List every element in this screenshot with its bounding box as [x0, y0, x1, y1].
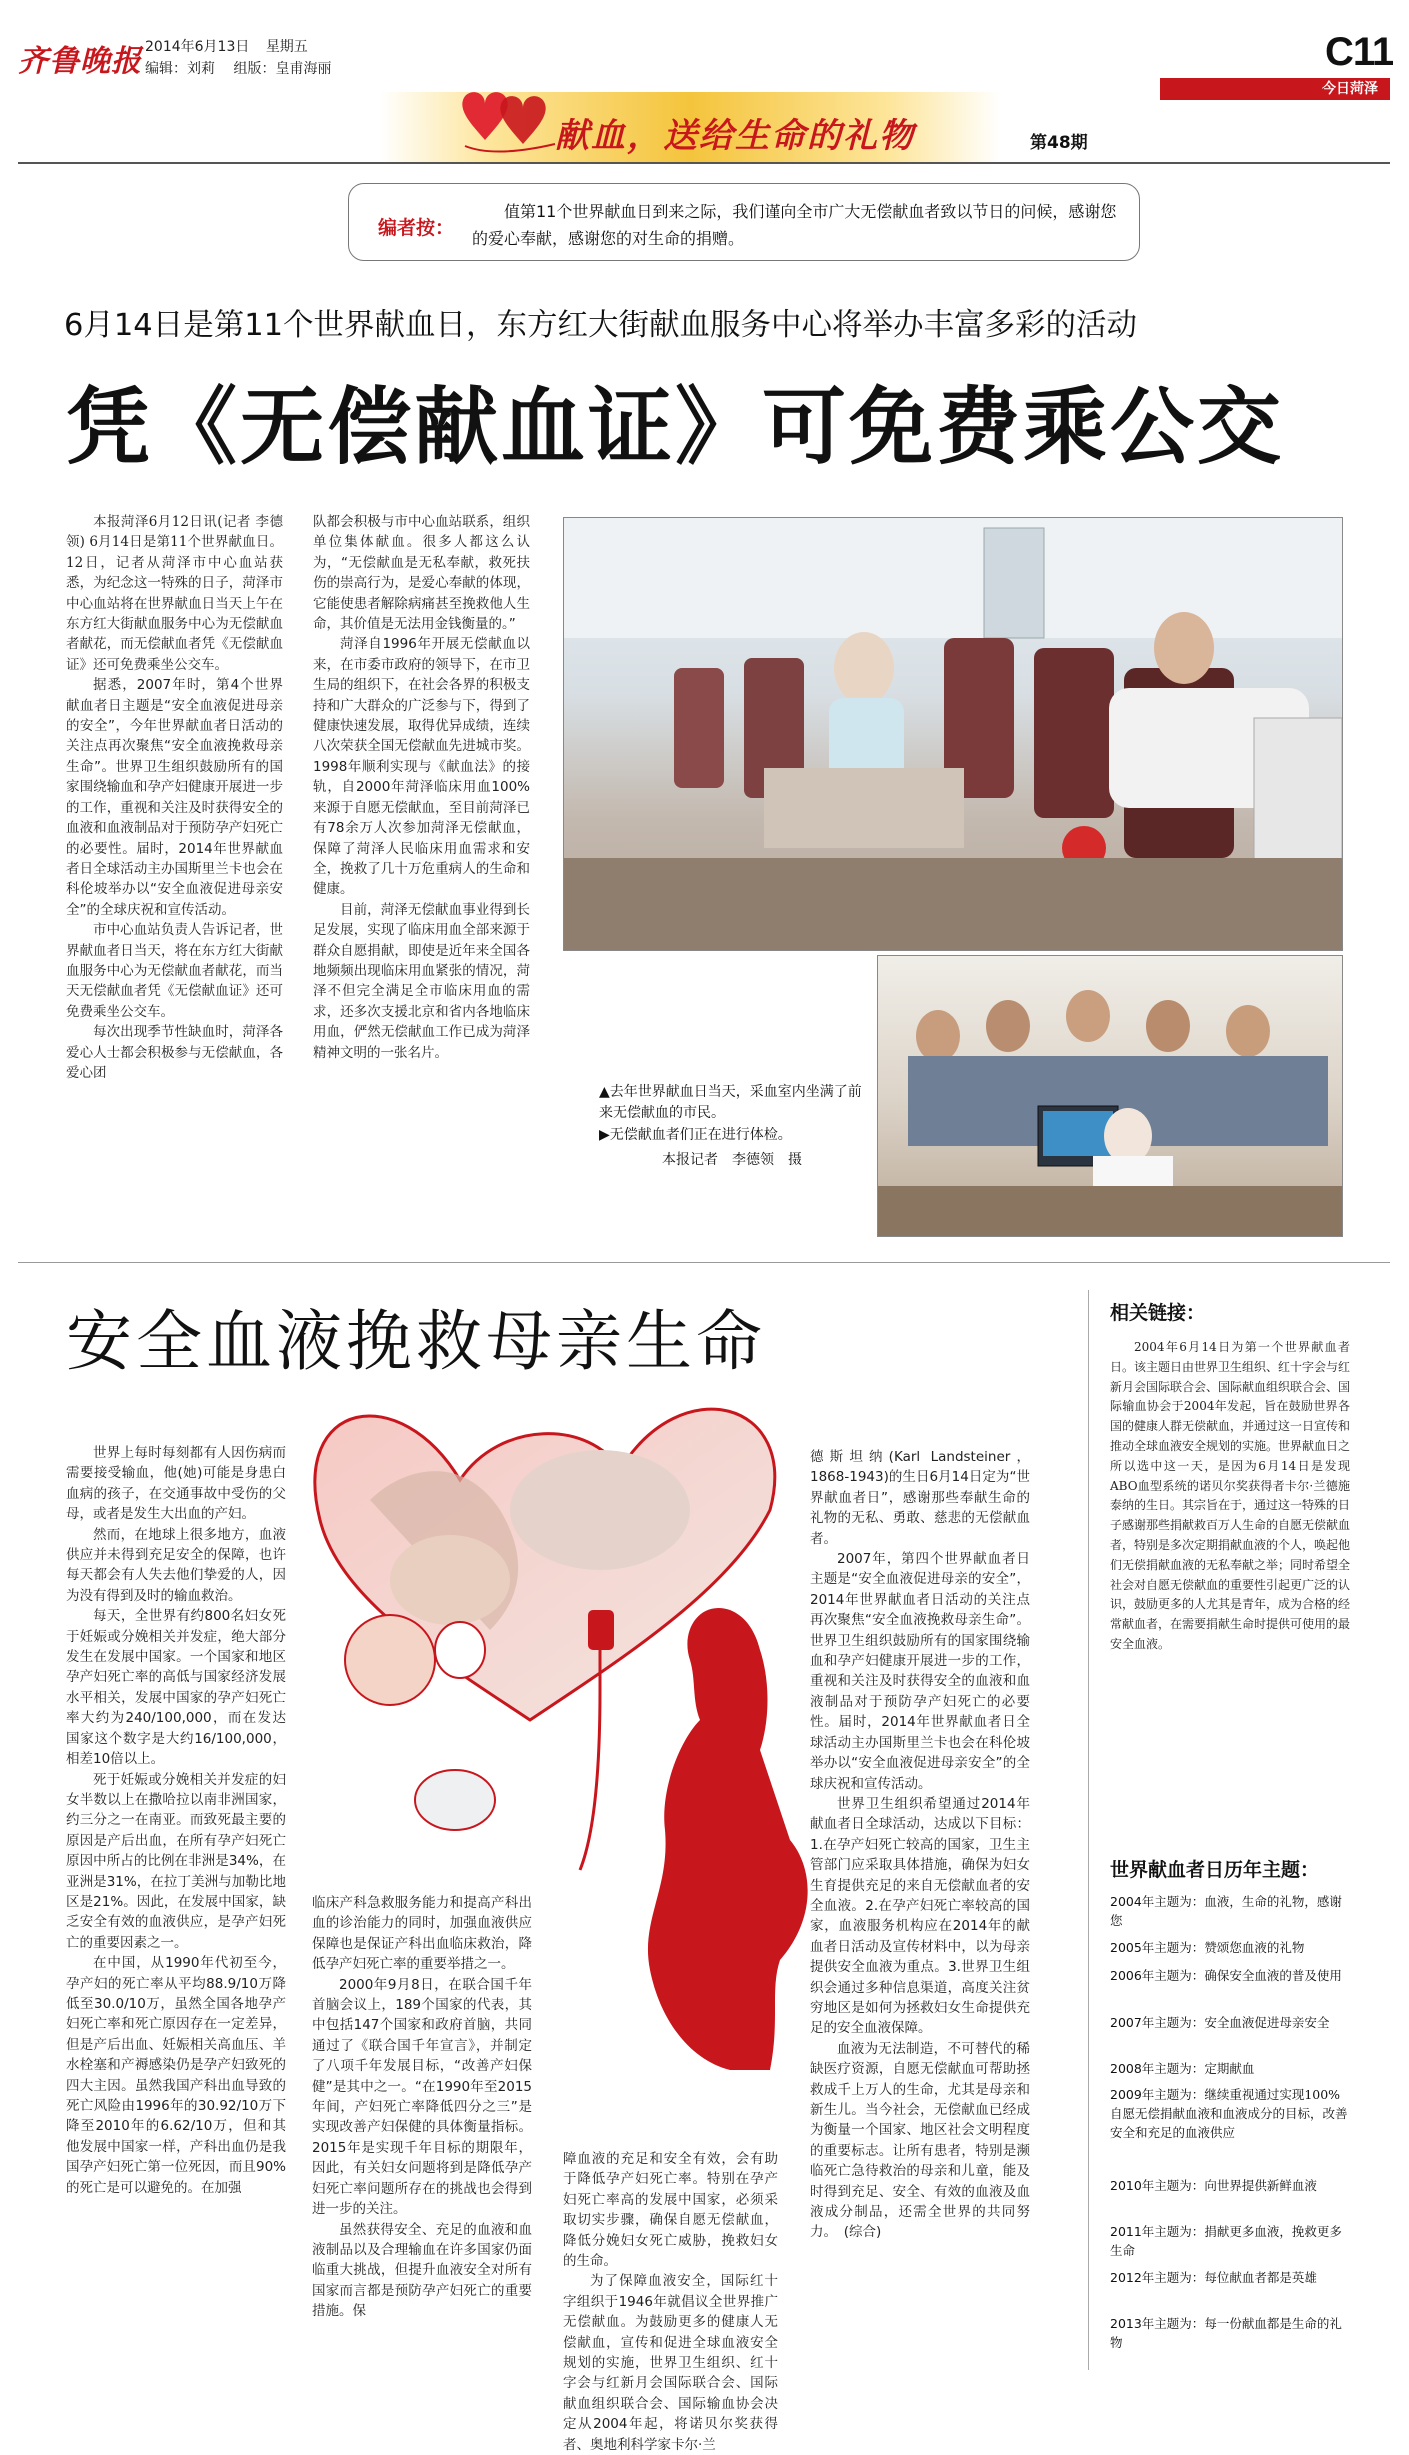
theme-year: 2006年主题为： — [1110, 1968, 1205, 1983]
article2-paragraph: 2007年，第四个世界献血者日主题是“安全血液促进母亲的安全”，2014年世界献血者日活动的关注点再次聚焦“安全血液挽救母亲生命”。世界卫生组织鼓励所有的国家围绕输血和孕产妇健康开展进一步的工作，重视和关注及时获得安全的血液和血液制品对于预防孕产妇死亡的必要性。届时，2014年世界献血者日全球活动主办国斯里兰卡也会在科伦坡举办以“安全血液促进母亲安全”的全球庆祝和宣传活动。 — [810, 1551, 1030, 1792]
layout-editor: 组版：皇甫海丽 — [233, 61, 332, 77]
editor: 编辑：刘莉 — [145, 61, 215, 77]
theme-item — [1110, 1938, 1350, 1957]
article1-paragraph: 队都会积极与市中心血站联系，组织单位集体献血。很多人都这么认为，“无偿献血是无私奉献，救死扶伤的崇高行为，是爱心奉献的体现，它能使患者解除病痛甚至挽救他人生命，其价值是无法用金钱衡量的。” — [313, 514, 530, 633]
theme-item — [1110, 1892, 1350, 1930]
article2-paragraph: 为了保障血液安全，国际红十字组织于1946年就倡议全世界推广无偿献血。为鼓励更多的健康人无偿献血，宣传和促进全球血液安全规划的实施，世界卫生组织、红十字会与红新月会国际联合会、国际献血组织联合会、国际输血协会决定从2004年起，将诺贝尔奖获得者、奥地利科学家卡尔·兰 — [563, 2273, 778, 2453]
themes-title: 世界献血者日历年主题： — [1110, 1859, 1320, 1881]
photo-donation-room — [563, 517, 1343, 951]
article2-paragraph: 障血液的充足和安全有效，会有助于降低孕产妇死亡率。特别在孕产妇死亡率高的发展中国家，必须采取切实步骤，确保自愿无偿献血，降低分娩妇女死亡威胁，挽救妇女的生命。 — [563, 2151, 778, 2270]
theme-item — [1110, 1966, 1350, 1985]
theme-text: 每位献血者都是英雄 — [1204, 2270, 1317, 2285]
heart-icon — [455, 86, 565, 166]
article2-paragraph: 2000年9月8日，在联合国千年首脑会议上，189个国家的代表，其中包括147个国家和政府首脑，共同通过了《联合国千年宣言》，并制定了八项千年发展目标，“改善产妇保健”是其中之一。“在1990年至2015年间，产妇死亡率降低四分之三”是实现改善产妇保健的具体衡量指标。2015年是实现千年目标的期限年，因此，有关妇女问题将到是降低孕产妇死亡率问题所存在的挑战也会得到进一步的关注。 — [312, 1976, 532, 2218]
theme-text: 捐献更多血液，挽救更多生命 — [1110, 2224, 1342, 2258]
theme-text: 每一份献血都是生命的礼物 — [1110, 2316, 1342, 2350]
article2-headline: 安全血液挽救母亲生命 — [66, 1303, 766, 1380]
article1-paragraph: 菏泽自1996年开展无偿献血以来，在市委市政府的领导下，在市卫生局的组织下，在社会各界的积极支持和广大群众的广泛参与下，得到了健康快速发展，取得优异成绩，连续八次荣获全国无偿献血先进城市奖。1998年顺利实现与《献血法》的接轨，自2000年菏泽临床用血100%来源于自愿无偿献血，至目前菏泽已有78余万人次参加菏泽无偿献血，保障了菏泽人民临床用血需求和安全，挽救了几十万危重病人的生命和健康。 — [313, 636, 530, 898]
issue-date — [145, 36, 308, 56]
theme-year: 2008年主题为： — [1110, 2061, 1205, 2076]
theme-year: 2007年主题为： — [1110, 2015, 1205, 2030]
theme-year: 2013年主题为： — [1110, 2316, 1205, 2331]
theme-text: 安全血液促进母亲安全 — [1204, 2015, 1330, 2030]
date: 2014年6月13日 — [145, 39, 250, 55]
related-links-text: 2004年6月14日为第一个世界献血者日。该主题日由世界卫生组织、红十字会与红新月会国际联合会、国际献血组织联合会、国际输血协会于2004年发起，旨在鼓励世界各国的健康人群无偿献血，并通过这一日宣传和推动全球血液安全规划的实施。世界献血日之所以选中这一天，是因为6月14日是发现ABO血型系统的诺贝尔奖获得者卡尔·兰德施泰纳的生日。其宗旨在于，通过这一特殊的日子感谢那些捐献救百万人生命的自愿无偿献血者，特别是多次定期捐献血液的个人，唤起他们无偿捐献血液的无私奉献之举；同时希望全社会对自愿无偿献血的重要性引起更广泛的认识，鼓励更多的人尤其是青年，成为合格的经常献血者，在需要捐献生命时提供可使用的最安全血液。 — [1110, 1340, 1351, 1651]
photo-credit: 本报记者 李德领 摄 — [662, 1152, 802, 1168]
theme-text: 确保安全血液的普及使用 — [1204, 1968, 1342, 1983]
theme-item — [1110, 2222, 1350, 2260]
article2-paragraph: 在中国，从1990年代初至今，孕产妇的死亡率从平均88.9/10万降低至30.0/10万，虽然全国各地孕产妇死亡率和死亡原因存在一定差异，但是产后出血、妊娠相关高血压、羊水栓塞和产褥感染仍是孕产妇致死的四大主因。虽然我国产科出血导致的死亡风险由1996年的30.92/10万下降至2010年的6.62/10万，但和其他发展中国家一样，产科出血仍是我国孕产妇死亡第一位死因，而且90%的死亡是可以避免的。在加强 — [66, 1955, 286, 2196]
edition-label: 今日菏泽 — [1322, 81, 1378, 97]
column-rule — [1088, 1290, 1089, 2370]
article1-column-1 — [66, 512, 283, 1083]
theme-item — [1110, 2013, 1350, 2032]
section-divider — [18, 1262, 1390, 1263]
article2-column-2 — [312, 1893, 532, 2322]
donation-room-illustration — [564, 518, 1342, 950]
issue-number: 第48期 — [1030, 133, 1088, 153]
article2-column-4 — [810, 1447, 1030, 2243]
article1-headline: 凭《无偿献血证》可免费乘公交 — [66, 378, 1285, 476]
banner-title: 献血，送给生命的礼物 — [555, 116, 915, 156]
health-check-illustration — [878, 956, 1342, 1236]
page-code: C11 — [1325, 30, 1394, 74]
theme-text: 继续重视通过实现100%自愿无偿捐献血液和血液成分的目标，改善安全和充足的血液供应 — [1110, 2087, 1348, 2140]
theme-item — [1110, 2314, 1350, 2352]
photo-caption-1: ▲去年世界献血日当天，采血室内坐满了前来无偿献血的市民。 — [599, 1084, 862, 1121]
pregnant-woman-silhouette — [620, 1590, 820, 2080]
paper-logo: 齐鲁晚报 — [18, 44, 142, 79]
theme-year: 2012年主题为： — [1110, 2270, 1205, 2285]
article1-paragraph: 每次出现季节性缺血时，菏泽各爱心人士都会积极参与无偿献血，各爱心团 — [66, 1024, 283, 1081]
theme-text: 定期献血 — [1204, 2061, 1255, 2076]
theme-text: 向世界提供新鲜血液 — [1204, 2178, 1317, 2193]
related-links-title: 相关链接： — [1110, 1302, 1206, 1324]
article1-paragraph: 市中心血站负责人告诉记者，世界献血者日当天，将在东方红大街献血服务中心为无偿献血者献花，而当天无偿献血者凭《无偿献血证》还可免费乘坐公交车。 — [66, 922, 283, 1020]
theme-year: 2011年主题为： — [1110, 2224, 1205, 2239]
theme-item — [1110, 2176, 1350, 2195]
article2-column-3 — [563, 2149, 778, 2455]
article2-paragraph: 血液为无法制造，不可替代的稀缺医疗资源，自愿无偿献血可帮助拯救成千上万人的生命，尤其是母亲和新生儿。当今社会，无偿献血已经成为衡量一个国家、地区社会文明程度的重要标志。让所有患者，特别是濒临死亡急待救治的母亲和儿童，能及时得到充足、安全、有效的血液及血液成分制品，还需全世界的共同努力。 (综合) — [810, 2040, 1030, 2241]
theme-item — [1110, 2059, 1350, 2078]
article2-column-1 — [66, 1443, 286, 2198]
photo-health-check — [877, 955, 1343, 1237]
masthead-divider — [18, 162, 1390, 164]
article1-paragraph: 目前，菏泽无偿献血事业得到长足发展，实现了临床用血全部来源于群众自愿捐献，即使是近年来全国各地频频出现临床用血紧张的情况，菏泽不但完全满足全市临床用血的需求，还多次支援北京和省内各地临床用血，俨然无偿献血工作已成为菏泽精神文明的一张名片。 — [313, 901, 530, 1061]
article2-paragraph: 然而，在地球上很多地方，血液供应并未得到充足安全的保障，也许每天都会有人失去他们挚爱的人，因为没有得到及时的输血救治。 — [66, 1526, 286, 1604]
theme-year: 2005年主题为： — [1110, 1940, 1205, 1955]
article1-kicker: 6月14日是第11个世界献血日，东方红大街献血服务中心将举办丰富多彩的活动 — [64, 308, 1138, 343]
article2-paragraph: 每天，全世界有约800名妇女死于妊娠或分娩相关并发症，绝大部分发生在发展中国家。一个国家和地区孕产妇死亡率的高低与国家经济发展水平相关，发展中国家的孕产妇死亡率大约为240/100,000，而在发达国家这个数字是大约16/100,000，相差10倍以上。 — [66, 1608, 286, 1768]
article2-paragraph: 死于妊娠或分娩相关并发症的妇女半数以上在撒哈拉以南非洲国家，约三分之一在南亚。而致死最主要的原因是产后出血，在所有孕产妇死亡原因中所占的比例在非洲是34%，在亚洲是31%，在拉丁美洲与加勒比地区是21%。因此，在发展中国家，缺乏安全有效的血液供应，是孕产妇死亡的重要因素之一。 — [66, 1771, 286, 1951]
article1-paragraph: 本报菏泽6月12日讯(记者 李德领) 6月14日是第11个世界献血日。12日，记者从菏泽市中心血站获悉，为纪念这一特殊的日子，菏泽市中心血站将在世界献血日当天上午在东方红大街献血服务中心为无偿献血者献花，而无偿献血者凭《无偿献血证》还可免费乘坐公交车。 — [66, 514, 283, 673]
article2-paragraph: 世界上每时每刻都有人因伤病而需要接受输血，他(她)可能是身患白血病的孩子，在交通事故中受伤的父母，或者是发生大出血的产妇。 — [66, 1445, 286, 1523]
staff-line — [145, 58, 331, 78]
article2-paragraph: 世界卫生组织希望通过2014年献血者日全球活动，达成以下目标：1.在孕产妇死亡较高的国家，卫生主管部门应采取具体措施，确保为妇女生育提供充足的来自无偿献血者的安全血液。2.在孕产妇死亡率较高的国家，血液服务机构应在2014年的献血者日活动及宣传材料中，以为母亲提供安全血液为重点。3.世界卫生组织会通过多种信息渠道，高度关注贫穷地区是如何为拯救妇女生命提供充足的安全血液保障。 — [810, 1795, 1030, 2037]
article2-paragraph: 虽然获得安全、充足的血液和血液制品以及合理输血在许多国家仍面临重大挑战，但提升血液安全对所有国家而言都是预防孕产妇死亡的重要措施。保 — [312, 2221, 532, 2320]
editor-note-label: 编者按： — [378, 217, 455, 239]
theme-item — [1110, 2268, 1350, 2287]
article2-paragraph: 临床产科急救服务能力和提高产科出血的诊治能力的同时，加强血液供应保障也是保证产科出血临床救治，降低孕产妇死亡率的重要举措之一。 — [312, 1895, 532, 1973]
theme-item — [1110, 2085, 1350, 2142]
weekday: 星期五 — [265, 39, 308, 55]
article1-paragraph: 据悉，2007年时，第4个世界献血者日主题是“安全血液促进母亲的安全”，今年世界献血者日活动的关注点再次聚焦“安全血液挽救母亲生命”。世界卫生组织鼓励所有的国家围绕输血和孕产妇健康开展进一步的工作，重视和关注及时获得安全的血液和血液制品对于预防孕产妇死亡的必要性。届时，2014年世界献血者日全球活动主办国斯里兰卡也会在科伦坡举办以“安全血液促进母亲安全”的全球庆祝和宣传活动。 — [66, 677, 283, 918]
photo-caption-2: ▶无偿献血者们正在进行体检。 — [599, 1127, 792, 1143]
article1-column-2 — [313, 512, 530, 1063]
theme-text: 血液，生命的礼物，感谢您 — [1110, 1894, 1342, 1928]
theme-year: 2009年主题为： — [1110, 2087, 1205, 2102]
theme-text: 赞颂您血液的礼物 — [1204, 1940, 1305, 1955]
edition-tag — [1160, 78, 1390, 100]
theme-year: 2010年主题为： — [1110, 2178, 1205, 2193]
theme-year: 2004年主题为： — [1110, 1894, 1205, 1909]
editor-note-text: 值第11个世界献血日到来之际，我们谨向全市广大无偿献血者致以节日的问候，感谢您的爱心奉献，感谢您的对生命的捐赠。 — [472, 202, 1117, 248]
article2-paragraph: 德斯坦纳(Karl Landsteiner，1868-1943)的生日6月14日定为“世界献血者日”，感谢那些奉献生命的礼物的无私、勇敢、慈悲的无偿献血者。 — [810, 1449, 1030, 1547]
